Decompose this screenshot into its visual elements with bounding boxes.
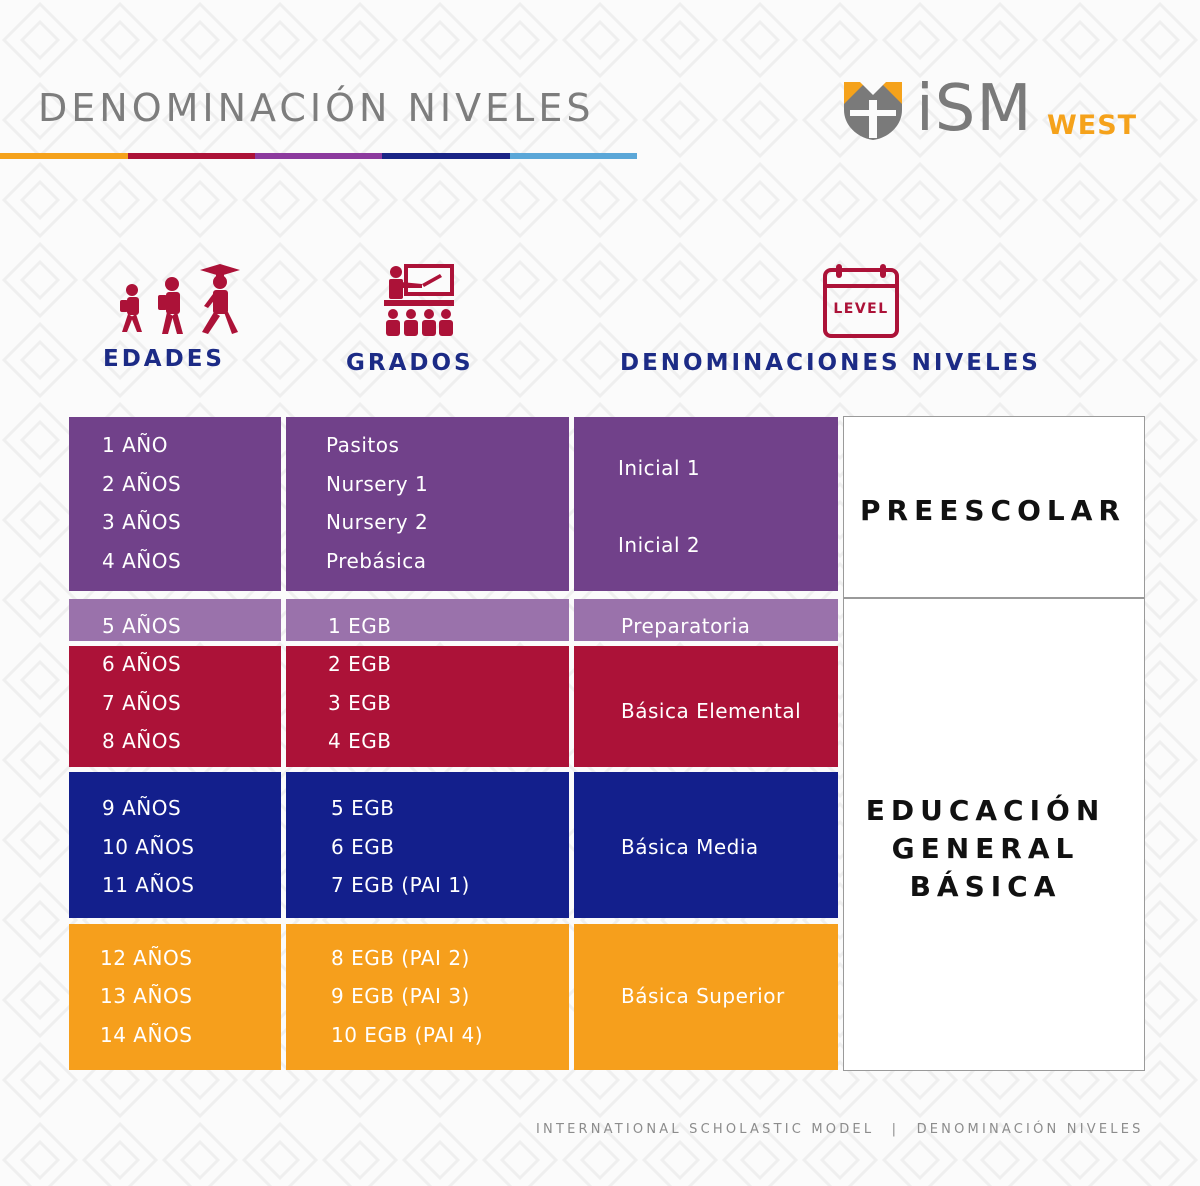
grade-label: 2 EGB xyxy=(328,652,392,676)
footer-right: DENOMINACIÓN NIVELES xyxy=(916,1122,1144,1137)
shield-icon xyxy=(842,80,904,142)
grade-label: 6 EGB xyxy=(331,835,395,859)
age-label: 4 AÑOS xyxy=(102,549,182,573)
grade-label: 10 EGB (PAI 4) xyxy=(331,1023,484,1047)
denomination-label: Básica Elemental xyxy=(621,699,802,723)
age-label: 1 AÑO xyxy=(102,433,168,457)
grade-label: 1 EGB xyxy=(328,614,392,638)
age-label: 12 AÑOS xyxy=(100,946,193,970)
grade-label: 7 EGB (PAI 1) xyxy=(331,873,470,897)
grade-label: Nursery 2 xyxy=(326,510,429,534)
calendar-level-icon xyxy=(822,262,900,340)
title-stripe-3 xyxy=(255,153,382,159)
teacher-classroom-icon xyxy=(382,262,456,336)
logo-suffix: WEST xyxy=(1047,110,1138,141)
age-label: 9 AÑOS xyxy=(102,796,182,820)
level-preescolar: PREESCOLAR xyxy=(860,494,1126,527)
column-header-grados: GRADOS xyxy=(346,350,474,376)
column-header-edades: EDADES xyxy=(103,346,225,372)
age-label: 10 AÑOS xyxy=(102,835,195,859)
level-egb-line-2: GENERAL xyxy=(891,832,1080,865)
calendar-level-label: LEVEL xyxy=(833,301,889,317)
grade-label: 4 EGB xyxy=(328,729,392,753)
grade-label: 9 EGB (PAI 3) xyxy=(331,984,470,1008)
age-label: 5 AÑOS xyxy=(102,614,182,638)
denomination-label: Básica Media xyxy=(621,835,759,859)
level-egb-line-1: EDUCACIÓN xyxy=(865,794,1106,827)
level-egb-line-3: BÁSICA xyxy=(909,870,1062,903)
age-label: 14 AÑOS xyxy=(100,1023,193,1047)
title-stripe-2 xyxy=(128,153,255,159)
grade-label: 5 EGB xyxy=(331,796,395,820)
footer xyxy=(536,1122,1144,1137)
grade-label: Prebásica xyxy=(326,549,427,573)
title-stripe-4 xyxy=(382,153,510,159)
age-label: 7 AÑOS xyxy=(102,691,182,715)
denomination-label: Inicial 1 xyxy=(618,456,701,480)
grade-label: Nursery 1 xyxy=(326,472,429,496)
age-label: 6 AÑOS xyxy=(102,652,182,676)
age-label: 11 AÑOS xyxy=(102,873,195,897)
denomination-label: Básica Superior xyxy=(621,984,785,1008)
grade-label: 8 EGB (PAI 2) xyxy=(331,946,470,970)
footer-left: INTERNATIONAL SCHOLASTIC MODEL xyxy=(536,1122,875,1137)
denomination-label: Inicial 2 xyxy=(618,533,701,557)
footer-separator: | xyxy=(891,1122,900,1137)
walking-students-icon xyxy=(116,262,242,338)
age-label: 13 AÑOS xyxy=(100,984,193,1008)
column-header-niveles: DENOMINACIONES NIVELES xyxy=(620,350,1041,376)
denomination-label: Preparatoria xyxy=(621,614,751,638)
page-title: DENOMINACIÓN NIVELES xyxy=(38,86,595,130)
age-label: 3 AÑOS xyxy=(102,510,182,534)
grade-label: Pasitos xyxy=(326,433,400,457)
title-stripe-5 xyxy=(510,153,637,159)
title-stripe-1 xyxy=(0,153,128,159)
logo-text: iSM xyxy=(916,72,1033,146)
age-label: 8 AÑOS xyxy=(102,729,182,753)
grade-label: 3 EGB xyxy=(328,691,392,715)
group-0-denominations-cell xyxy=(574,417,838,591)
age-label: 2 AÑOS xyxy=(102,472,182,496)
